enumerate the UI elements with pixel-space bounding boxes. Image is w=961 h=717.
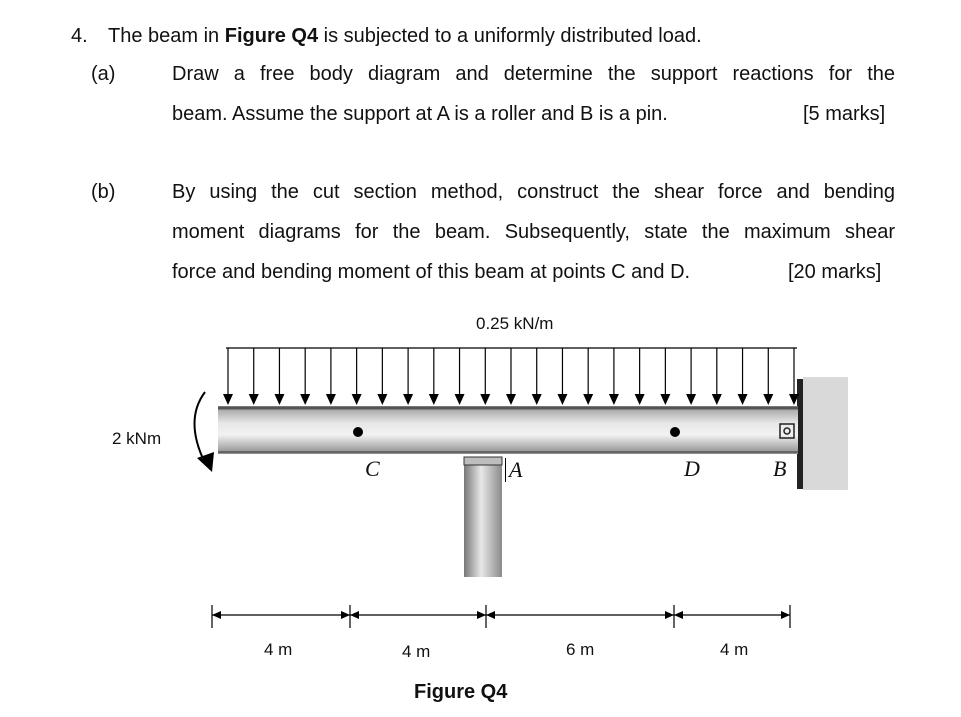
dimension-arrow-right — [781, 611, 790, 619]
udl-arrow-head — [763, 394, 773, 405]
label-b: B — [773, 456, 787, 481]
column-cap — [464, 457, 502, 465]
part-a-label: (a) — [91, 63, 116, 85]
label-a: A — [505, 458, 522, 482]
moment-arrowhead — [197, 452, 214, 472]
dimension-arrow-right — [477, 611, 486, 619]
udl-arrow-head — [635, 394, 645, 405]
question-number: 4. — [71, 25, 88, 47]
dimension-label-2: 4 m — [402, 642, 431, 661]
intro-pre: The beam in — [108, 25, 225, 47]
moment-label: 2 kNm — [112, 429, 162, 448]
dimension-arrow-right — [665, 611, 674, 619]
udl-arrow-head — [738, 394, 748, 405]
udl-arrow-head — [274, 394, 284, 405]
point-c-dot — [353, 427, 363, 437]
udl-arrow-head — [429, 394, 439, 405]
point-d-dot — [670, 427, 680, 437]
dimension-label-4: 4 m — [720, 640, 749, 659]
part-b-line2: moment diagrams for the beam. Subsequently, state the maximum shear — [172, 221, 895, 243]
udl-arrow-head — [352, 394, 362, 405]
dimension-arrow-left — [350, 611, 359, 619]
part-b-marks: [20 marks] — [788, 261, 882, 283]
udl-arrow-head — [223, 394, 233, 405]
udl-arrow-head — [480, 394, 490, 405]
udl-arrow-head — [506, 394, 516, 405]
label-d: D — [684, 456, 700, 481]
beam — [218, 406, 798, 454]
udl-arrow-head — [300, 394, 310, 405]
udl-arrow-head — [532, 394, 542, 405]
dimension-arrow-left — [674, 611, 683, 619]
part-a-marks: [5 marks] — [803, 103, 886, 125]
part-a-line2: beam. Assume the support at A is a roller and B is a pin. — [172, 103, 668, 125]
wall — [803, 377, 848, 490]
label-c: C — [365, 456, 380, 481]
dimension-label-1: 4 m — [264, 640, 293, 659]
moment-arc — [195, 392, 206, 463]
udl-arrow-head — [377, 394, 387, 405]
udl-arrow-head — [249, 394, 259, 405]
udl-arrow-head — [686, 394, 696, 405]
load-label: 0.25 kN/m — [476, 314, 554, 333]
part-b-line3: force and bending moment of this beam at points C and D. — [172, 261, 691, 283]
udl-arrow-head — [660, 394, 670, 405]
udl-arrow-head — [403, 394, 413, 405]
udl-arrow-head — [609, 394, 619, 405]
dimension-arrow-left — [486, 611, 495, 619]
part-b-label: (b) — [91, 181, 116, 203]
part-a-line1: Draw a free body diagram and determine the support reactions for the — [172, 63, 895, 85]
figure-caption: Figure Q4 — [414, 681, 508, 703]
udl-arrow-head — [583, 394, 593, 405]
dimension-label-3: 6 m — [566, 640, 595, 659]
udl-arrow-head — [557, 394, 567, 405]
udl-arrow-head — [455, 394, 465, 405]
udl-arrow-head — [712, 394, 722, 405]
dimension-ticks — [212, 605, 790, 628]
udl-arrow-head — [326, 394, 336, 405]
intro-figure-ref: Figure Q4 — [224, 25, 319, 47]
dimension-arrow-left — [212, 611, 221, 619]
intro-post: is subjected to a uniformly distributed load. — [318, 25, 702, 47]
udl-arrows — [223, 348, 799, 405]
part-b-line1: By using the cut section method, construct the shear force and bending — [172, 181, 895, 203]
column-support — [464, 457, 502, 577]
dimension-arrow-right — [341, 611, 350, 619]
